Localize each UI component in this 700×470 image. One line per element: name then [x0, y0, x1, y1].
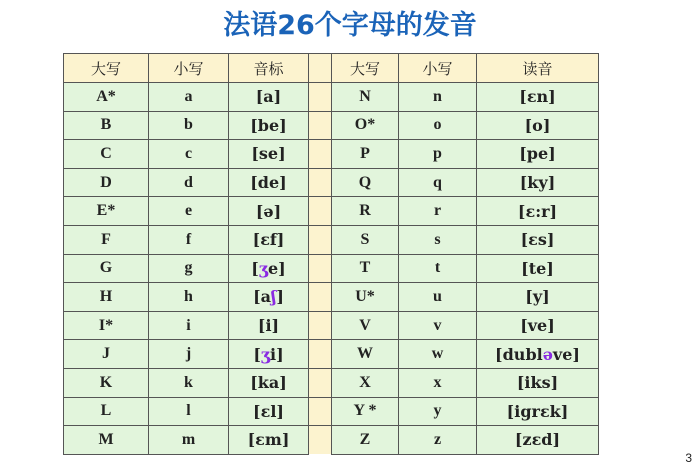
lowercase-letter: n [399, 83, 477, 112]
phonetic-symbol: [i] [229, 311, 309, 340]
uppercase-letter: D [64, 168, 149, 197]
lowercase-letter: a [149, 83, 229, 112]
uppercase-letter: F [64, 225, 149, 254]
phonetic-symbol: [ə] [229, 197, 309, 226]
header-uppercase-left: 大写 [64, 54, 149, 83]
lowercase-letter: k [149, 368, 229, 397]
pronunciation: [igrɛk] [477, 397, 599, 426]
column-gap [309, 340, 332, 369]
lowercase-letter: u [399, 283, 477, 312]
uppercase-letter: H [64, 283, 149, 312]
lowercase-letter: o [399, 111, 477, 140]
phonetic-symbol: [ka] [229, 368, 309, 397]
uppercase-letter: S [332, 225, 399, 254]
pronunciation: [ɛ:r] [477, 197, 599, 226]
table-row [64, 197, 599, 226]
column-gap [309, 140, 332, 169]
lowercase-letter: e [149, 197, 229, 226]
table-row [64, 254, 599, 283]
phonetic-symbol: [ʒi] [229, 340, 309, 369]
column-gap [309, 83, 332, 112]
header-row [64, 54, 599, 83]
lowercase-letter: g [149, 254, 229, 283]
lowercase-letter: d [149, 168, 229, 197]
pronunciation: [ɛs] [477, 225, 599, 254]
uppercase-letter: L [64, 397, 149, 426]
phonetic-symbol: [se] [229, 140, 309, 169]
lowercase-letter: b [149, 111, 229, 140]
pronunciation: [iks] [477, 368, 599, 397]
phonetic-symbol: [ɛf] [229, 225, 309, 254]
pronunciation: [zɛd] [477, 426, 599, 455]
lowercase-letter: m [149, 426, 229, 455]
uppercase-letter: C [64, 140, 149, 169]
slide-number: 3 [685, 451, 692, 465]
phonetic-symbol: [ɛm] [229, 426, 309, 455]
uppercase-letter: R [332, 197, 399, 226]
table-row [64, 168, 599, 197]
column-gap [309, 54, 332, 83]
header-lowercase-left: 小写 [149, 54, 229, 83]
column-gap [309, 311, 332, 340]
header-phonetic-left: 音标 [229, 54, 309, 83]
lowercase-letter: f [149, 225, 229, 254]
lowercase-letter: i [149, 311, 229, 340]
pronunciation: [ve] [477, 311, 599, 340]
uppercase-letter: K [64, 368, 149, 397]
column-gap [309, 197, 332, 226]
header-lowercase-right: 小写 [399, 54, 477, 83]
column-gap [309, 111, 332, 140]
column-gap [309, 254, 332, 283]
pronunciation: [te] [477, 254, 599, 283]
lowercase-letter: v [399, 311, 477, 340]
table-row [64, 111, 599, 140]
column-gap [309, 397, 332, 426]
phonetic-symbol: [ʒe] [229, 254, 309, 283]
uppercase-letter: A* [64, 83, 149, 112]
uppercase-letter: V [332, 311, 399, 340]
table-row [64, 311, 599, 340]
alphabet-table [63, 53, 599, 455]
page-title: 法语26个字母的发音 [223, 10, 477, 41]
uppercase-letter: E* [64, 197, 149, 226]
lowercase-letter: w [399, 340, 477, 369]
lowercase-letter: h [149, 283, 229, 312]
lowercase-letter: r [399, 197, 477, 226]
table-row [64, 140, 599, 169]
phonetic-symbol: [a] [229, 83, 309, 112]
uppercase-letter: X [332, 368, 399, 397]
lowercase-letter: z [399, 426, 477, 455]
column-gap [309, 168, 332, 197]
uppercase-letter: Z [332, 426, 399, 455]
uppercase-letter: G [64, 254, 149, 283]
phonetic-symbol: [ɛl] [229, 397, 309, 426]
uppercase-letter: B [64, 111, 149, 140]
lowercase-letter: s [399, 225, 477, 254]
lowercase-letter: l [149, 397, 229, 426]
lowercase-letter: x [399, 368, 477, 397]
uppercase-letter: W [332, 340, 399, 369]
lowercase-letter: y [399, 397, 477, 426]
uppercase-letter: Q [332, 168, 399, 197]
uppercase-letter: I* [64, 311, 149, 340]
pronunciation: [y] [477, 283, 599, 312]
uppercase-letter: N [332, 83, 399, 112]
uppercase-letter: O* [332, 111, 399, 140]
table-row [64, 397, 599, 426]
pronunciation: [dubləve] [477, 340, 599, 369]
column-gap [309, 426, 332, 455]
uppercase-letter: P [332, 140, 399, 169]
uppercase-letter: M [64, 426, 149, 455]
pronunciation: [o] [477, 111, 599, 140]
header-pronunciation-right: 读音 [477, 54, 599, 83]
lowercase-letter: p [399, 140, 477, 169]
table-row [64, 225, 599, 254]
table-row [64, 283, 599, 312]
phonetic-symbol: [aʃ] [229, 283, 309, 312]
phonetic-symbol: [be] [229, 111, 309, 140]
column-gap [309, 283, 332, 312]
table-row [64, 368, 599, 397]
table-row [64, 340, 599, 369]
uppercase-letter: T [332, 254, 399, 283]
pronunciation: [ɛn] [477, 83, 599, 112]
phonetic-symbol: [de] [229, 168, 309, 197]
lowercase-letter: q [399, 168, 477, 197]
uppercase-letter: J [64, 340, 149, 369]
lowercase-letter: c [149, 140, 229, 169]
column-gap [309, 225, 332, 254]
uppercase-letter: Y * [332, 397, 399, 426]
table-row [64, 83, 599, 112]
pronunciation: [ky] [477, 168, 599, 197]
header-uppercase-right: 大写 [332, 54, 399, 83]
uppercase-letter: U* [332, 283, 399, 312]
table-row [64, 426, 599, 455]
lowercase-letter: t [399, 254, 477, 283]
lowercase-letter: j [149, 340, 229, 369]
pronunciation: [pe] [477, 140, 599, 169]
column-gap [309, 368, 332, 397]
